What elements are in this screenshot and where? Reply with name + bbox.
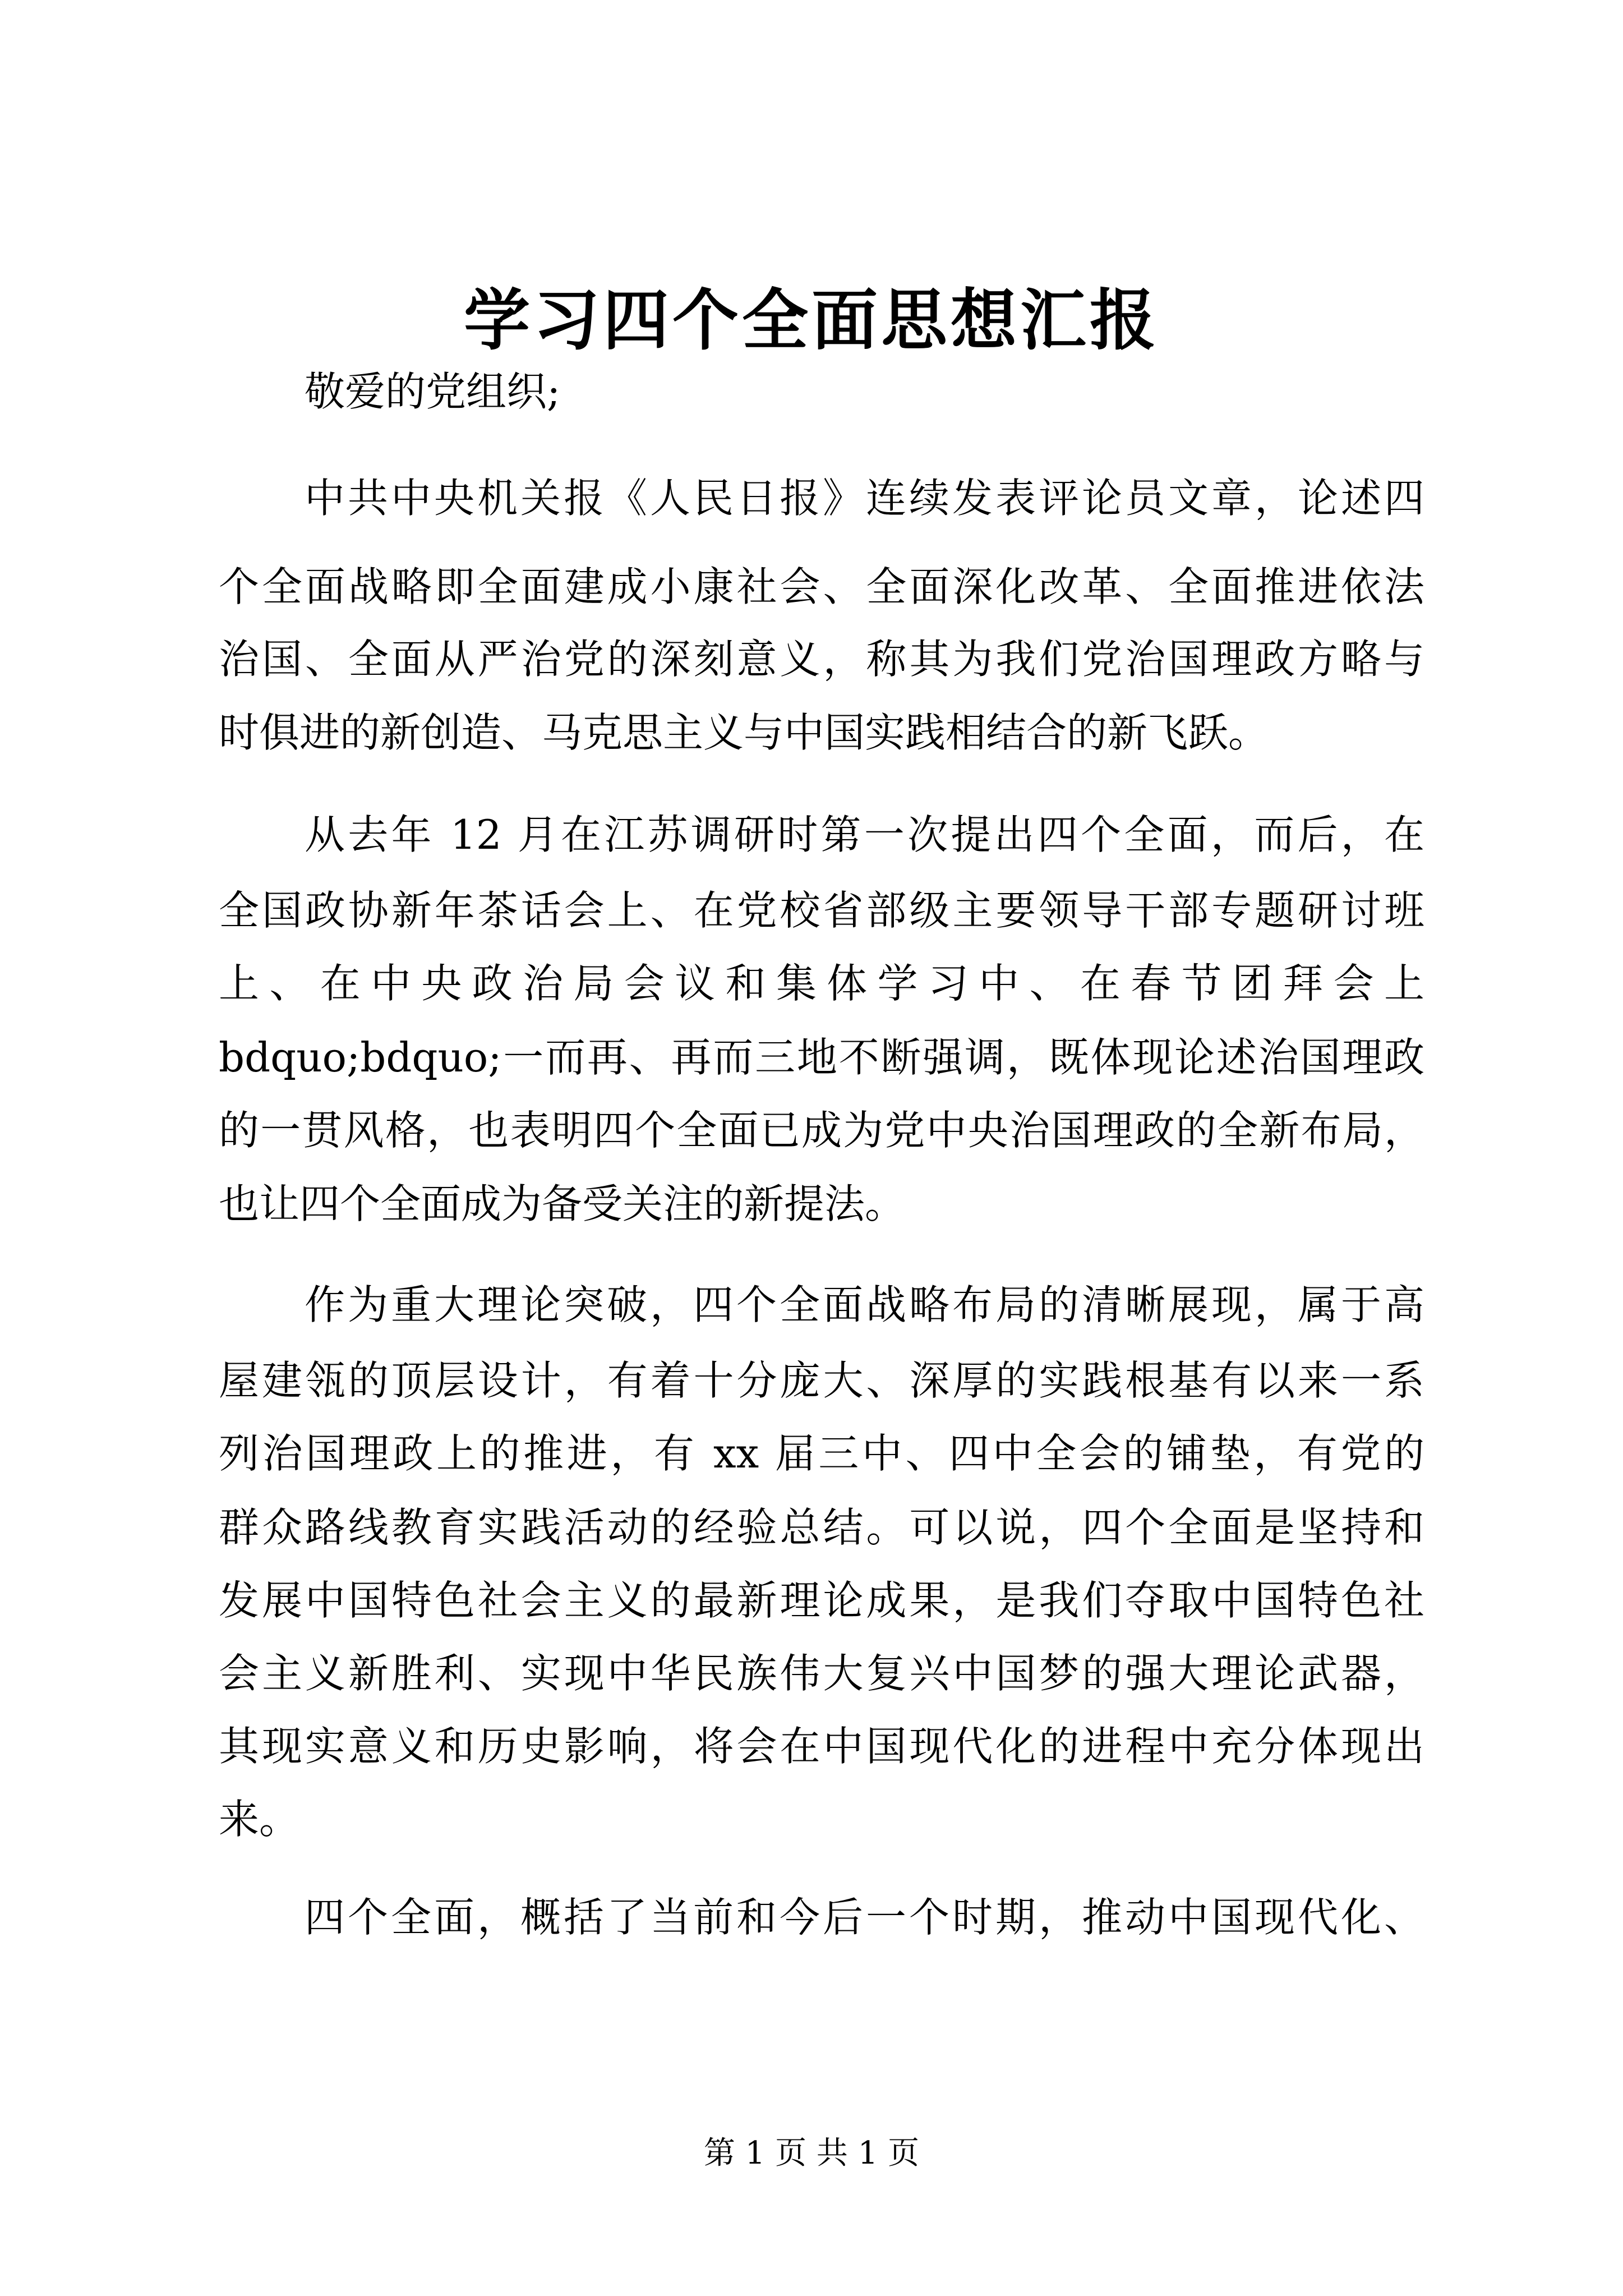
paragraph-line: 上、在中央政治局会议和集体学习中、在春节团拜会上 bbox=[219, 960, 1424, 1007]
paragraph-line: 会主义新胜利、实现中华民族伟大复兴中国梦的强大理论武器， bbox=[219, 1650, 1424, 1697]
paragraph-line: 治国、全面从严治党的深刻意义，称其为我们党治国理政方略与 bbox=[219, 636, 1424, 683]
paragraph-line: 全国政协新年茶话会上、在党校省部级主要领导干部专题研讨班 bbox=[219, 887, 1424, 934]
document-title: 学习四个全面思想汇报 bbox=[463, 281, 1159, 359]
paragraph-line: 中共中央机关报《人民日报》连续发表评论员文章，论述四 bbox=[305, 475, 1424, 522]
paragraph-line: 个全面战略即全面建成小康社会、全面深化改革、全面推进依法 bbox=[219, 563, 1424, 610]
paragraph-line: 四个全面，概括了当前和今后一个时期，推动中国现代化、 bbox=[305, 1894, 1424, 1941]
salutation: 敬爱的党组织; bbox=[305, 368, 561, 415]
paragraph-line: 时俱进的新创造、马克思主义与中国实践相结合的新飞跃。 bbox=[219, 709, 1269, 756]
paragraph-line: 的一贯风格，也表明四个全面已成为党中央治国理政的全新布局， bbox=[219, 1107, 1424, 1154]
paragraph-line: 其现实意义和历史影响，将会在中国现代化的进程中充分体现出 bbox=[219, 1723, 1424, 1770]
page-footer: 第 1 页 共 1 页 bbox=[703, 2135, 920, 2171]
paragraph-line: 作为重大理论突破，四个全面战略布局的清晰展现，属于高 bbox=[305, 1281, 1424, 1328]
paragraph-line: 列治国理政上的推进，有 xx 届三中、四中全会的铺垫，有党的 bbox=[219, 1430, 1424, 1477]
paragraph-line: 屋建瓴的顶层设计，有着十分庞大、深厚的实践根基有以来一系 bbox=[219, 1357, 1424, 1404]
paragraph-line: 群众路线教育实践活动的经验总结。可以说，四个全面是坚持和 bbox=[219, 1504, 1424, 1551]
paragraph-line: 来。 bbox=[219, 1796, 300, 1843]
paragraph-line: 从去年 12 月在江苏调研时第一次提出四个全面，而后，在 bbox=[305, 811, 1424, 858]
paragraph-line: 也让四个全面成为备受关注的新提法。 bbox=[219, 1180, 906, 1227]
paragraph-line: 发展中国特色社会主义的最新理论成果，是我们夺取中国特色社 bbox=[219, 1577, 1424, 1624]
paragraph-line: bdquo;bdquo;一而再、再而三地不断强调，既体现论述治国理政 bbox=[219, 1034, 1424, 1081]
